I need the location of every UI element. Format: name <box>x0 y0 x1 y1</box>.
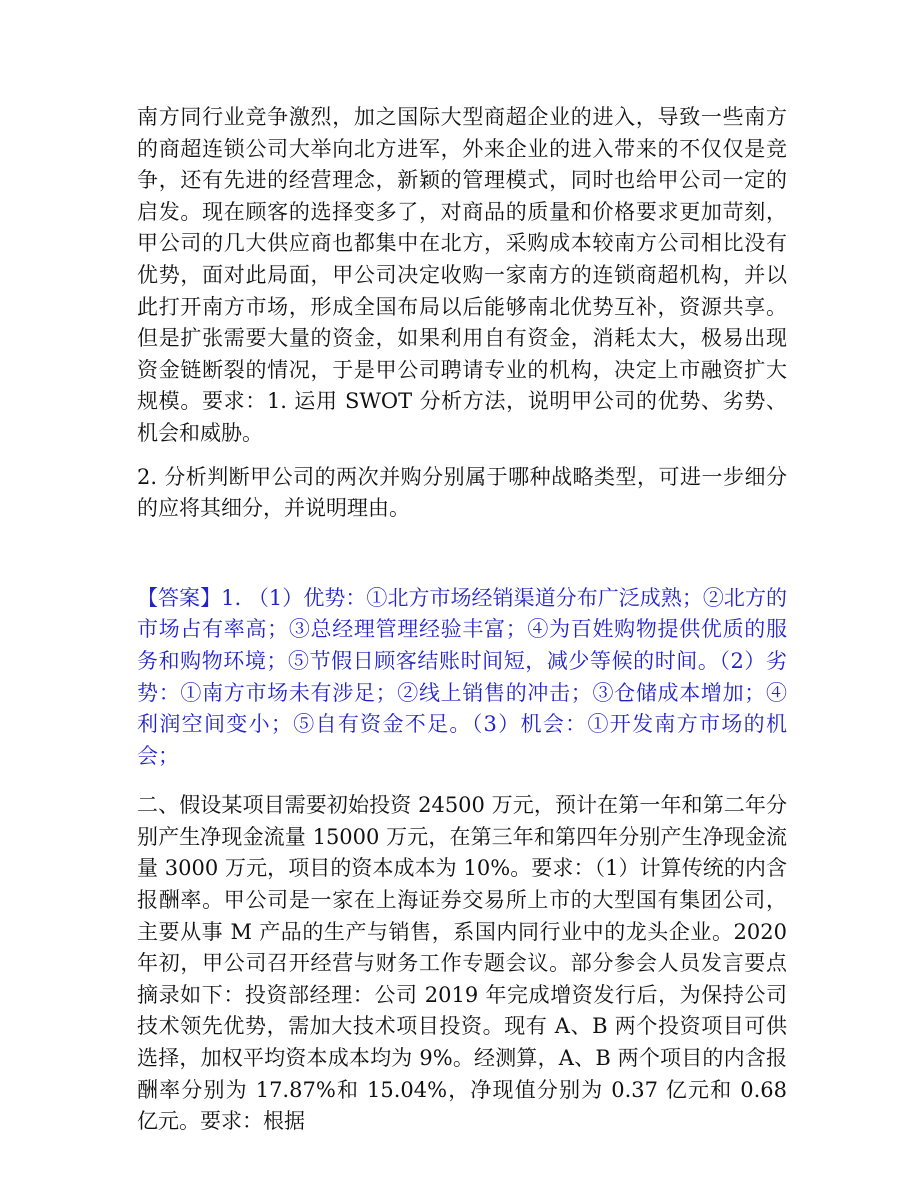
section-2-paragraph: 二、假设某项目需要初始投资 24500 万元，预计在第一年和第二年分别产生净现金流量 15000 万元，在第三年和第四年分别产生净现金流量 3000 万元，项目的资本成本为 10%。要求：（1）计算传统的内含报酬率。甲公司是一家在上海证券交易所上市的大型国有集团公司，主要从事 M 产品的生产与销售，系国内同行业中的龙头企业。2020 年初，甲公司召开经营与财务工作专题会议。部分参会人员发言要点摘录如下：投资部经理：公司 2019 年完成增资发行后，为保持公司技术领先优势，需加大技术项目投资。现有 A、B 两个投资项目可供选择，加权平均资本成本均为 9%。经测算，A、B 两个项目的内含报酬率分别为 17.87%和 15.04%，净现值分别为 0.37 亿元和 0.68 亿元。要求：根据 <box>137 793 787 1134</box>
spacer <box>137 525 787 583</box>
spacer <box>137 450 787 462</box>
question-paragraph: 南方同行业竞争激烈，加之国际大型商超企业的进入，导致一些南方的商超连锁公司大举向北方进军，外来企业的进入带来的不仅仅是竞争，还有先进的经营理念，新颖的管理模式，同时也给甲公司一定的启发。现在顾客的选择变多了，对商品的质量和价格要求更加苛刻，甲公司的几大供应商也都集中在北方，采购成本较南方公司相比没有优势，面对此局面，甲公司决定收购一家南方的连锁商超机构，并以此打开南方市场，形成全国布局以后能够南北优势互补，资源共享。但是扩张需要大量的资金，如果利用自有资金，消耗太大，极易出现资金链断裂的情况，于是甲公司聘请专业的机构，决定上市融资扩大规模。要求：1. 运用 SWOT 分析方法，说明甲公司的优势、劣势、机会和威胁。 <box>137 105 787 445</box>
spacer <box>137 772 787 790</box>
answer-paragraph: 【答案】1. （1）优势：①北方市场经销渠道分布广泛成熟；②北方的市场占有率高；③总经理管理经验丰富；④为百姓购物提供优质的服务和购物环境；⑤节假日顾客结账时间短，减少等候的时间。（2）劣势：①南方市场未有涉足；②线上销售的冲击；③仓储成本增加；④利润空间变小；⑤自有资金不足。（3）机会：①开发南方市场的机会； <box>137 585 787 768</box>
question-item-2: 2. 分析判断甲公司的两次并购分别属于哪种战略类型，可进一步细分的应将其细分，并说明理由。 <box>137 464 787 521</box>
document-page <box>137 102 787 1138</box>
